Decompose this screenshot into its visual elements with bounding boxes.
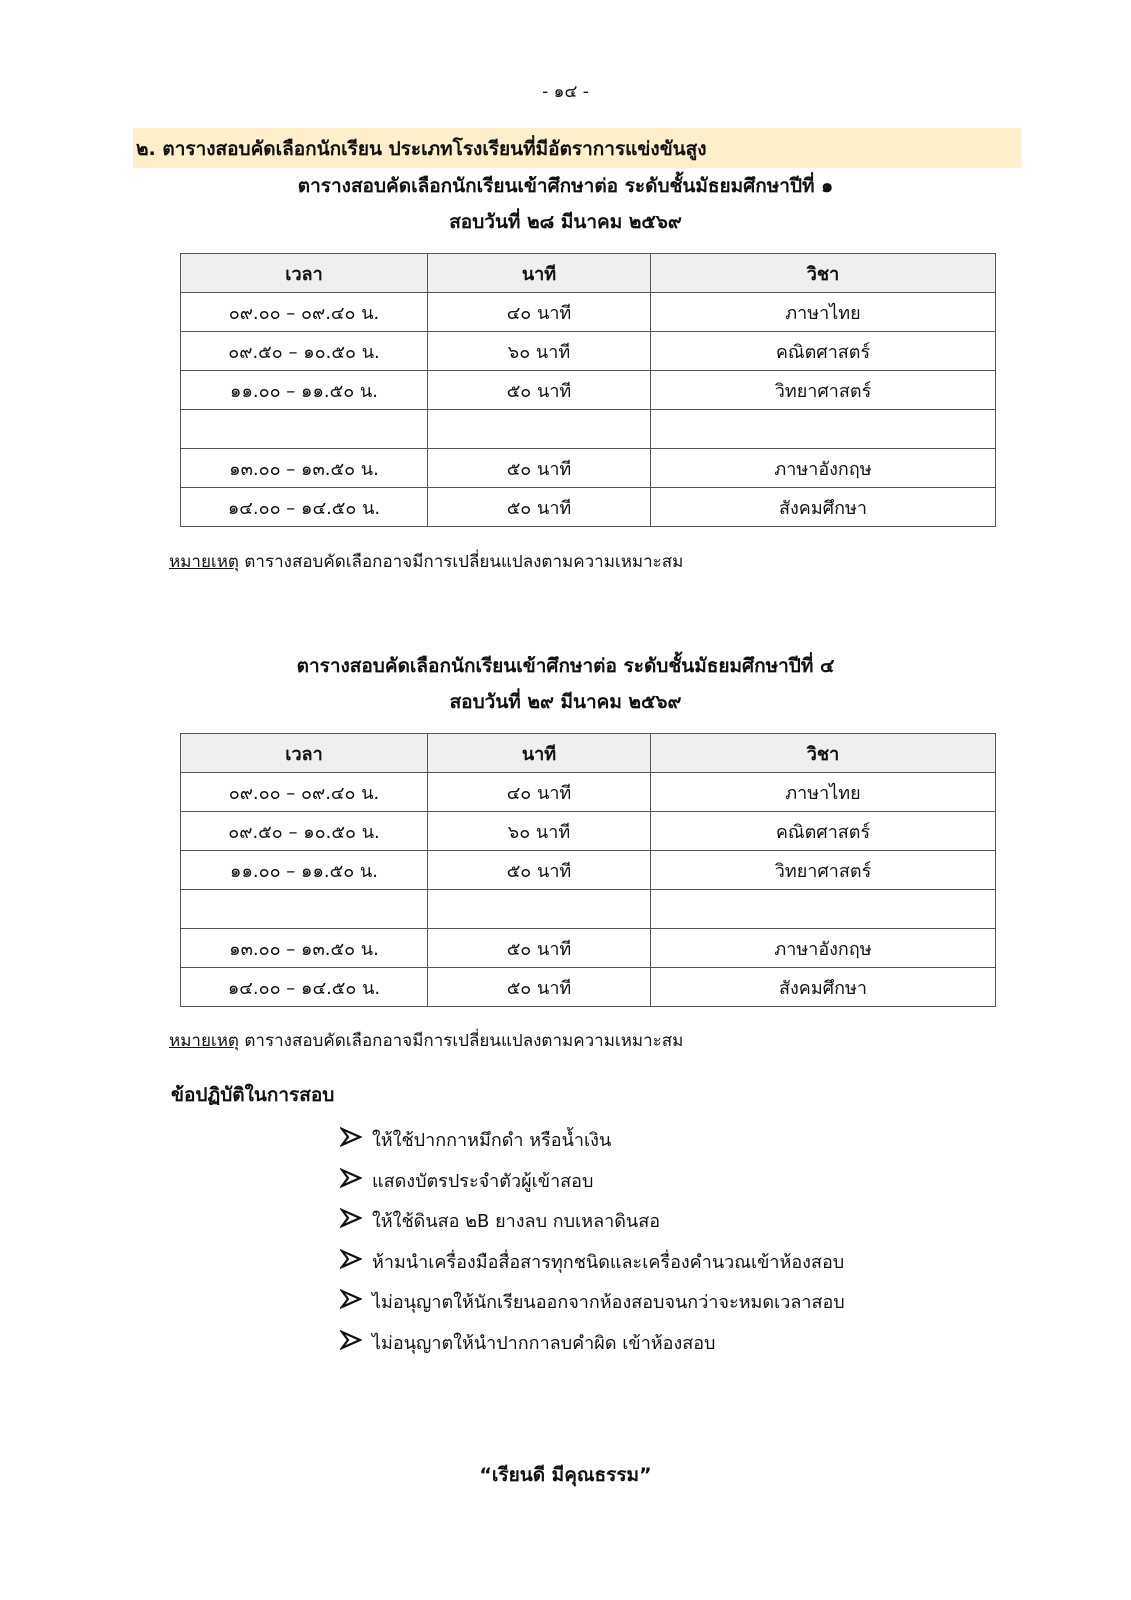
arrow-bullet-icon	[340, 1330, 366, 1355]
cell-minutes: ๕๐ นาที	[428, 968, 651, 1007]
schedule-date: สอบวันที่ ๒๘ มีนาคม ๒๕๖๙	[449, 211, 682, 233]
cell-time: ๐๙.๕๐ – ๑๐.๕๐ น.	[181, 812, 428, 851]
arrow-bullet-icon	[340, 1249, 366, 1274]
list-item	[340, 1328, 845, 1369]
rule-text: ไม่อนุญาตให้นักเรียนออกจากห้องสอบจนกว่าจะหมดเวลาสอบ	[372, 1292, 845, 1313]
cell-time: ๑๑.๐๐ – ๑๑.๕๐ น.	[181, 851, 428, 890]
rule-text: ให้ใช้ปากกาหมึกดำ หรือน้ำเงิน	[372, 1130, 612, 1151]
schedule-note	[169, 1027, 683, 1054]
schedule-block-m1	[0, 168, 1131, 242]
cell-time: ๑๓.๐๐ – ๑๓.๕๐ น.	[181, 449, 428, 488]
list-item	[340, 1166, 845, 1207]
rule-text: ห้ามนำเครื่องมือสื่อสารทุกชนิดและเครื่องคำนวณเข้าห้องสอบ	[372, 1251, 845, 1273]
schedule-block-m4	[0, 648, 1131, 722]
cell-time: ๑๔.๐๐ – ๑๔.๕๐ น.	[181, 968, 428, 1007]
arrow-bullet-icon	[340, 1208, 366, 1233]
schedule-note	[169, 548, 683, 575]
cell-minutes: ๔๐ นาที	[428, 293, 651, 332]
note-label: หมายเหตุ	[169, 552, 239, 572]
cell-time	[181, 410, 428, 449]
table-header-row	[181, 254, 996, 293]
note-label: หมายเหตุ	[169, 1031, 239, 1051]
rule-text: แสดงบัตรประจำตัวผู้เข้าสอบ	[372, 1170, 594, 1192]
cell-subject	[651, 410, 996, 449]
arrow-bullet-icon	[340, 1127, 366, 1152]
cell-minutes: ๕๐ นาที	[428, 929, 651, 968]
cell-subject: ภาษาอังกฤษ	[651, 929, 996, 968]
motto: “เรียนดี มีคุณธรรม”	[479, 1464, 652, 1486]
cell-minutes: ๔๐ นาที	[428, 773, 651, 812]
cell-minutes: ๕๐ นาที	[428, 449, 651, 488]
table-row	[181, 371, 996, 410]
schedule-table-m4	[180, 733, 996, 1007]
cell-minutes: ๕๐ นาที	[428, 371, 651, 410]
cell-time	[181, 890, 428, 929]
cell-subject	[651, 890, 996, 929]
cell-subject: ภาษาไทย	[651, 293, 996, 332]
note-text: ตารางสอบคัดเลือกอาจมีการเปลี่ยนแปลงตามความเหมาะสม	[238, 552, 684, 572]
schedule-table-m1	[180, 253, 996, 527]
arrow-bullet-icon	[340, 1168, 366, 1193]
cell-minutes: ๕๐ นาที	[428, 851, 651, 890]
header-minutes: นาที	[428, 734, 651, 773]
cell-time: ๐๙.๕๐ – ๑๐.๕๐ น.	[181, 332, 428, 371]
table-row	[181, 332, 996, 371]
list-item	[340, 1125, 845, 1166]
rule-text: ให้ใช้ดินสอ ๒B ยางลบ กบเหลาดินสอ	[372, 1211, 660, 1232]
header-time: เวลา	[181, 254, 428, 293]
header-time: เวลา	[181, 734, 428, 773]
schedule-title: ตารางสอบคัดเลือกนักเรียนเข้าศึกษาต่อ ระดับชั้นมัธยมศึกษาปีที่ ๔	[296, 655, 835, 677]
page-number: - ๑๔ -	[542, 82, 589, 102]
table-row	[181, 851, 996, 890]
cell-subject: สังคมศึกษา	[651, 488, 996, 527]
rules-heading: ข้อปฏิบัติในการสอบ	[171, 1084, 335, 1106]
cell-minutes: ๖๐ นาที	[428, 812, 651, 851]
rule-text: ไม่อนุญาตให้นำปากกาลบคำผิด เข้าห้องสอบ	[372, 1332, 716, 1354]
schedule-title: ตารางสอบคัดเลือกนักเรียนเข้าศึกษาต่อ ระดับชั้นมัธยมศึกษาปีที่ ๑	[297, 175, 834, 197]
cell-subject: สังคมศึกษา	[651, 968, 996, 1007]
table-row	[181, 968, 996, 1007]
cell-minutes	[428, 410, 651, 449]
cell-time: ๑๓.๐๐ – ๑๓.๕๐ น.	[181, 929, 428, 968]
header-subject: วิชา	[651, 734, 996, 773]
cell-minutes: ๕๐ นาที	[428, 488, 651, 527]
rules-list	[340, 1125, 845, 1368]
cell-subject: ภาษาอังกฤษ	[651, 449, 996, 488]
section-heading: ๒. ตารางสอบคัดเลือกนักเรียน ประเภทโรงเรียนที่มีอัตราการแข่งขันสูง	[133, 128, 1021, 168]
table-row	[181, 773, 996, 812]
header-minutes: นาที	[428, 254, 651, 293]
cell-subject: วิทยาศาสตร์	[651, 371, 996, 410]
cell-subject: วิทยาศาสตร์	[651, 851, 996, 890]
cell-subject: คณิตศาสตร์	[651, 812, 996, 851]
table-row	[181, 293, 996, 332]
cell-minutes	[428, 890, 651, 929]
list-item	[340, 1287, 845, 1328]
cell-time: ๐๙.๐๐ – ๐๙.๔๐ น.	[181, 773, 428, 812]
table-row	[181, 488, 996, 527]
cell-time: ๑๑.๐๐ – ๑๑.๕๐ น.	[181, 371, 428, 410]
list-item	[340, 1247, 845, 1288]
cell-subject: คณิตศาสตร์	[651, 332, 996, 371]
list-item	[340, 1206, 845, 1247]
table-row-break	[181, 890, 996, 929]
table-header-row	[181, 734, 996, 773]
table-row	[181, 929, 996, 968]
table-row	[181, 812, 996, 851]
arrow-bullet-icon	[340, 1289, 366, 1314]
cell-time: ๑๔.๐๐ – ๑๔.๕๐ น.	[181, 488, 428, 527]
note-text: ตารางสอบคัดเลือกอาจมีการเปลี่ยนแปลงตามความเหมาะสม	[238, 1031, 684, 1051]
schedule-date: สอบวันที่ ๒๙ มีนาคม ๒๕๖๙	[449, 691, 682, 713]
table-row-break	[181, 410, 996, 449]
cell-time: ๐๙.๐๐ – ๐๙.๔๐ น.	[181, 293, 428, 332]
header-subject: วิชา	[651, 254, 996, 293]
cell-minutes: ๖๐ นาที	[428, 332, 651, 371]
cell-subject: ภาษาไทย	[651, 773, 996, 812]
table-row	[181, 449, 996, 488]
